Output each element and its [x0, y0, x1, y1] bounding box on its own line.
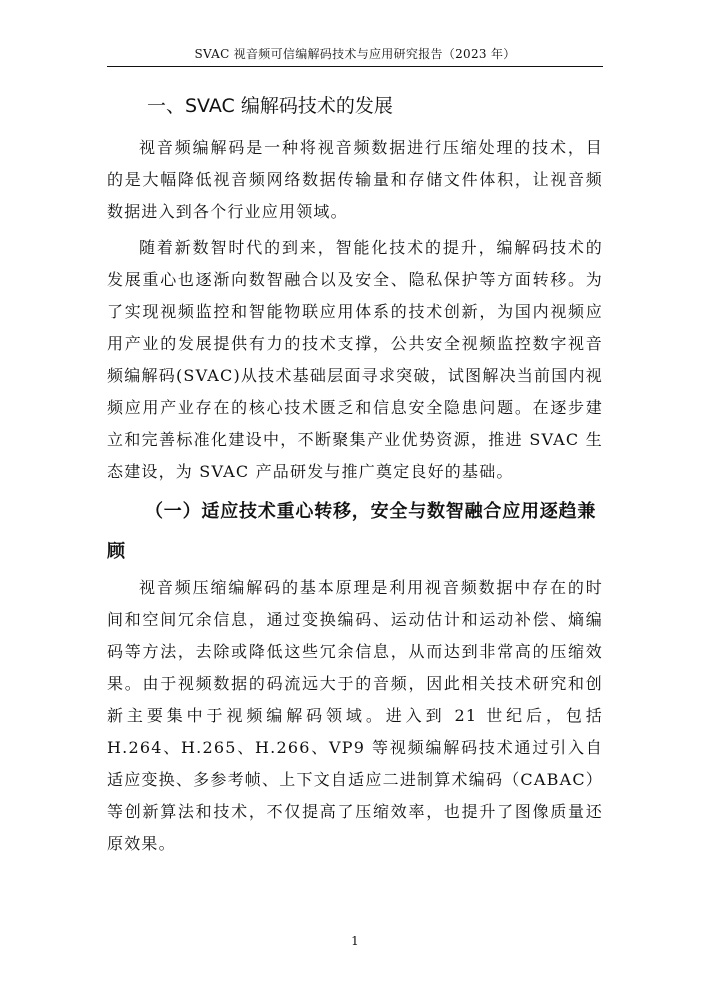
header-divider — [107, 66, 603, 67]
page-number: 1 — [351, 934, 359, 948]
body-paragraph: 随着新数智时代的到来，智能化技术的提升，编解码技术的发展重心也逐渐向数智融合以及安全、隐私保护等方面转移。为了实现视频监控和智能物联应用体系的技术创新，为国内视频应用产业的发展提供有力的技术支撑，公共安全视频监控数字视音频编解码(SVAC)从技术基础层面寻求突破，试图解决当前国内视频应用产业存在的核心技术匮乏和信息安全隐患问题。在逐步建立和完善标准化建设中，不断聚集产业优势资源，推进 SVAC 生态建设，为 SVAC 产品研发与推广奠定良好的基础。 — [107, 238, 603, 481]
page-body — [107, 88, 603, 860]
body-paragraph: 视音频编解码是一种将视音频数据进行压缩处理的技术，目的是大幅降低视音频网络数据传输量和存储文件体积，让视音频数据进入到各个行业应用领域。 — [107, 138, 603, 221]
body-paragraph: 视音频压缩编解码的基本原理是利用视音频数据中存在的时间和空间冗余信息，通过变换编码、运动估计和运动补偿、熵编码等方法，去除或降低这些冗余信息，从而达到非常高的压缩效果。由于视频数据的码流远大于的音频，因此相关技术研究和创新主要集中于视频编解码领域。进入到 21 世纪后，包括 H.264、H.265、H.266、VP9 等视频编解码技术通过引入自适应变换、多参考帧、上下文自适应二进制算术编码（CABAC）等创新算法和技术，不仅提高了压缩效率，也提升了图像质量还原效果。 — [107, 578, 603, 853]
subsection-heading — [107, 492, 603, 572]
running-header: SVAC 视音频可信编解码技术与应用研究报告（2023 年） — [194, 47, 516, 61]
subsection-heading-text: （一）适应技术重心转移，安全与数智融合应用逐趋兼顾 — [107, 501, 597, 562]
spacer — [107, 124, 603, 132]
section-heading: 一、SVAC 编解码技术的发展 — [147, 95, 393, 117]
